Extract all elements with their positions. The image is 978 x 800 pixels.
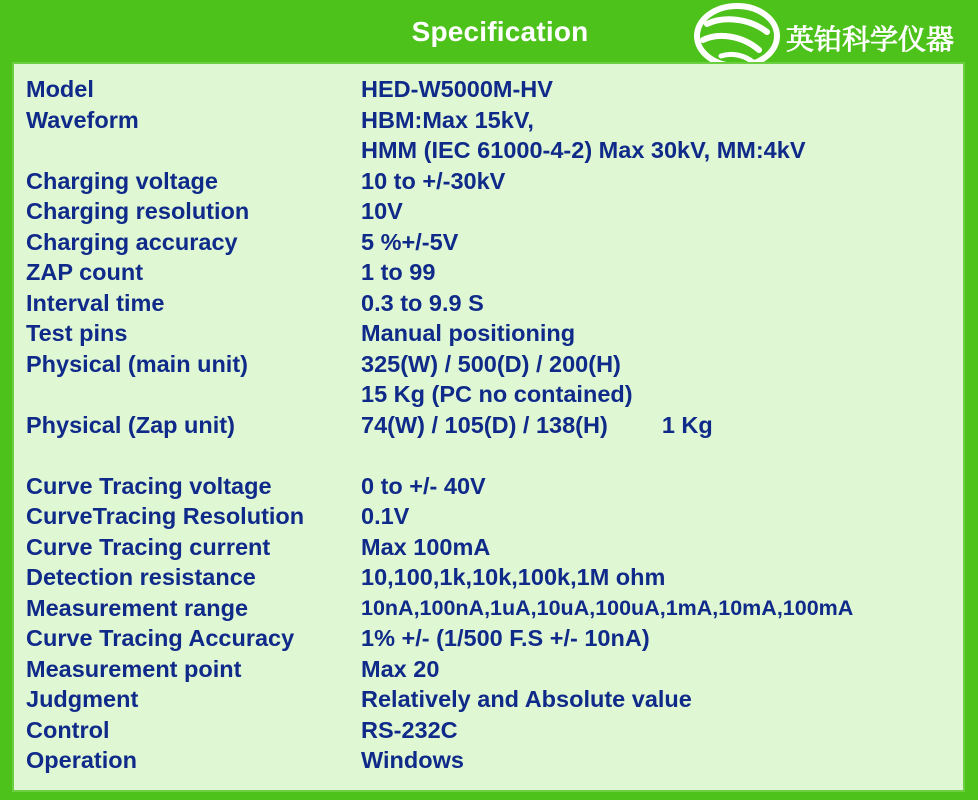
spec-row-physical-main-cont [26, 379, 953, 410]
spec-value: Windows [361, 747, 464, 773]
spec-label: CurveTracing Resolution [26, 503, 305, 529]
spec-label [26, 135, 361, 166]
spec-label: Curve Tracing current [26, 533, 271, 560]
spec-row-judgment [26, 684, 953, 715]
spec-label: Physical (Zap unit) [26, 411, 235, 438]
spec-label: Charging voltage [26, 167, 218, 194]
brand-logo [690, 0, 978, 66]
spec-label: Control [26, 716, 110, 743]
spec-row-physical-zap [26, 410, 953, 441]
spec-value: 10 to +/-30kV [361, 167, 506, 194]
spec-label: Curve Tracing voltage [26, 472, 272, 499]
spec-label: Charging accuracy [26, 228, 238, 255]
spec-value: Manual positioning [361, 320, 576, 346]
spec-value-dimensions: 74(W) / 105(D) / 138(H) [361, 411, 608, 438]
spec-value: Max 20 [361, 655, 440, 682]
spec-value: HMM (IEC 61000-4-2) Max 30kV, MM:4kV [361, 137, 806, 163]
spec-row-ct-current [26, 532, 953, 563]
spec-row-model [26, 74, 953, 105]
spec-row-ct-resolution [26, 501, 953, 532]
spec-label: Judgment [26, 686, 139, 712]
spec-row-charging-accuracy [26, 227, 953, 258]
spec-value: 5 %+/-5V [361, 228, 459, 255]
spec-spacer [26, 440, 953, 471]
spec-value: 1% +/- (1/500 F.S +/- 10nA) [361, 625, 650, 651]
spec-panel [12, 62, 965, 792]
spec-value: 0.3 to 9.9 S [361, 289, 484, 316]
spec-label: Interval time [26, 289, 165, 316]
spec-row-zap-count [26, 257, 953, 288]
spec-label: Curve Tracing Accuracy [26, 625, 295, 651]
spec-row-detection-resistance [26, 562, 953, 593]
spec-value: HED-W5000M-HV [361, 76, 553, 102]
header-bar [0, 0, 978, 62]
spec-label [26, 379, 361, 410]
spec-value: 10nA,100nA,1uA,10uA,100uA,1mA,10mA,100mA [361, 595, 854, 620]
spec-label: Charging resolution [26, 198, 250, 224]
spec-row-control [26, 715, 953, 746]
spec-value: 15 Kg (PC no contained) [361, 381, 633, 407]
spec-label: Test pins [26, 320, 128, 346]
spec-row-ct-accuracy [26, 623, 953, 654]
spec-value: 1 to 99 [361, 259, 436, 285]
brand-logo-icon [693, 2, 781, 66]
spec-label: Physical (main unit) [26, 350, 248, 377]
spec-row-measurement-range [26, 593, 953, 624]
spec-value: 325(W) / 500(D) / 200(H) [361, 350, 621, 377]
spec-row-physical-main [26, 349, 953, 380]
spec-value: Max 100mA [361, 533, 491, 560]
spec-label: ZAP count [26, 259, 144, 285]
spec-label: Detection resistance [26, 564, 256, 590]
spec-value: 10,100,1k,10k,100k,1M ohm [361, 564, 666, 590]
spec-label: Measurement point [26, 655, 242, 682]
spec-value: 10V [361, 198, 403, 224]
spec-row-waveform [26, 105, 953, 136]
spec-row-waveform-cont [26, 135, 953, 166]
spec-value [361, 410, 953, 441]
spec-value: RS-232C [361, 716, 458, 743]
spec-label: Waveform [26, 106, 139, 133]
spec-row-measurement-point [26, 654, 953, 685]
spec-value-weight: 1 Kg [661, 411, 713, 438]
brand-logo-text: 英铂科学仪器 [786, 23, 955, 56]
spec-row-charging-resolution [26, 196, 953, 227]
spec-row-interval-time [26, 288, 953, 319]
spec-value: 0.1V [361, 503, 410, 529]
spec-label: Measurement range [26, 594, 249, 621]
spec-row-operation [26, 745, 953, 776]
spec-value: HBM:Max 15kV, [361, 106, 534, 133]
spec-row-ct-voltage [26, 471, 953, 502]
spec-value: Relatively and Absolute value [361, 686, 692, 712]
spec-table [26, 74, 953, 776]
spec-label: Model [26, 76, 94, 102]
page-title: Specification [411, 16, 589, 47]
spec-row-test-pins [26, 318, 953, 349]
spec-row-charging-voltage [26, 166, 953, 197]
spec-value: 0 to +/- 40V [361, 472, 486, 499]
spec-label: Operation [26, 747, 137, 773]
